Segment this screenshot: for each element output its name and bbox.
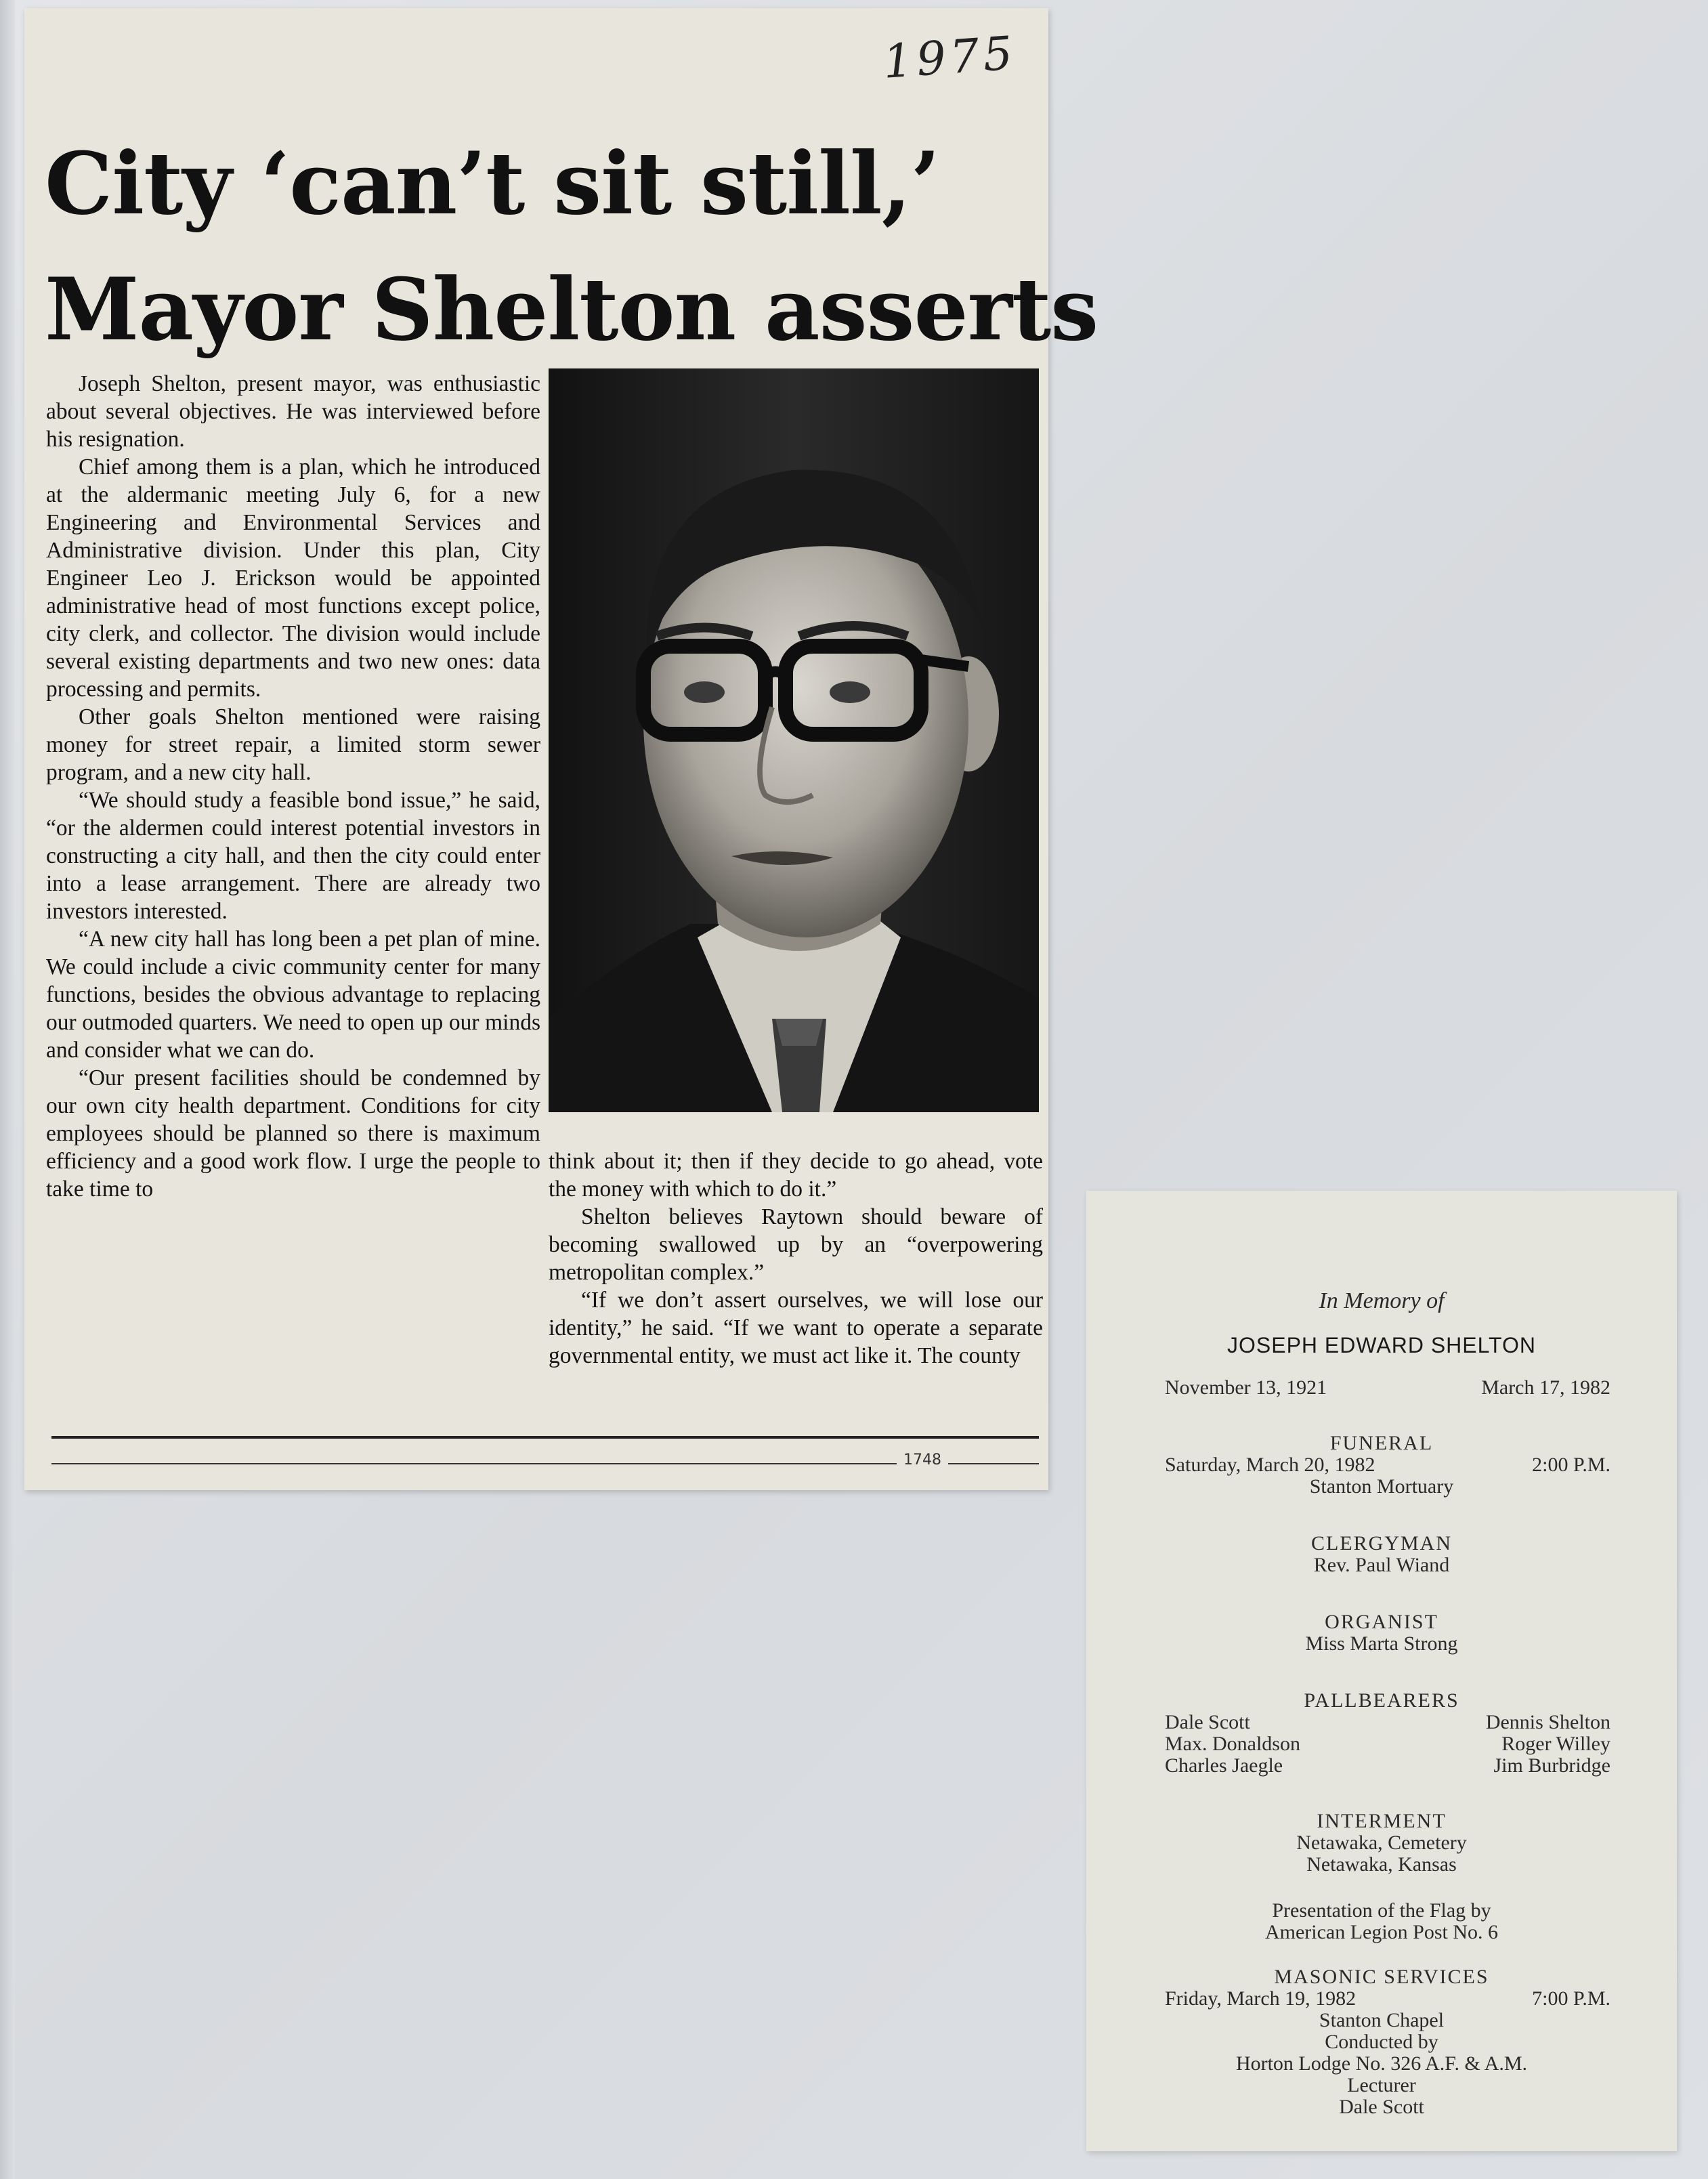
birth-date: November 13, 1921	[1165, 1376, 1327, 1399]
article-paragraph: Chief among them is a plan, which he introduced at the aldermanic meeting July 6, for a new Engineering and Environmental Services and Administrative division. Under this plan, City Engineer Leo J. Erickson would be appointed administrative head of most functions except police, city clerk, and collector. The division would include several existing departments and two new ones: data processing and permits.	[46, 454, 540, 702]
article-paragraph: Other goals Shelton mentioned were raising money for street repair, a limited storm sewer program, and a new city hall.	[46, 704, 540, 785]
pallbearer: Jim Burbridge	[1493, 1754, 1610, 1777]
masonic-conducted-by: Conducted by	[1325, 2031, 1438, 2053]
article-paragraph: “We should study a feasible bond issue,” he said, “or the aldermen could interest potential investors in constructing a city hall, and then the city could enter into a lease arrangement. There are already two investors interested.	[46, 788, 540, 924]
deceased-name: JOSEPH EDWARD SHELTON	[1226, 1333, 1537, 1357]
masonic-date: Friday, March 19, 1982	[1165, 1987, 1357, 2010]
pallbearer: Roger Willey	[1501, 1733, 1610, 1755]
interment-location: Netawaka, Kansas	[1306, 1853, 1457, 1876]
pallbearers-heading: PALLBEARERS	[1304, 1689, 1459, 1712]
death-date: March 17, 1982	[1481, 1376, 1610, 1399]
article-paragraph: “If we don’t assert ourselves, we will lose our identity,” he said. “If we want to operate a separate governmental entity, we must act like it. The county	[549, 1288, 1043, 1368]
clergyman-name: Rev. Paul Wiand	[1313, 1554, 1450, 1576]
article-right-column	[549, 1147, 1043, 1370]
article-paragraph: “A new city hall has long been a pet plan of mine. We could include a civic community center for many functions, besides the obvious advantage to replacing our outmoded quarters. We need to open up our minds and consider what we can do.	[46, 927, 540, 1063]
life-dates	[1165, 1376, 1610, 1399]
article-paragraph: Shelton believes Raytown should beware of becoming swallowed up by an “overpowering metropolitan complex.”	[549, 1204, 1043, 1285]
headline-line-2: Mayor Shelton asserts	[45, 259, 1098, 360]
in-memory-of: In Memory of	[1319, 1288, 1445, 1313]
column-rule	[51, 1436, 1039, 1439]
funeral-date: Saturday, March 20, 1982	[1165, 1454, 1375, 1476]
pallbearers-row	[1165, 1711, 1610, 1733]
page-edge	[0, 0, 15, 2179]
pallbearer: Dale Scott	[1165, 1711, 1250, 1733]
pallbearers-row	[1165, 1754, 1610, 1777]
newspaper-clipping	[24, 8, 1098, 1490]
flag-presentation: Presentation of the Flag by	[1272, 1899, 1491, 1922]
interment-cemetery: Netawaka, Cemetery	[1296, 1832, 1467, 1854]
funeral-time: 2:00 P.M.	[1532, 1454, 1610, 1476]
funeral-heading: FUNERAL	[1329, 1432, 1434, 1454]
handwritten-year: 1975	[881, 26, 1019, 89]
clergyman-heading: CLERGYMAN	[1310, 1532, 1452, 1554]
funeral-datetime	[1165, 1454, 1610, 1476]
lecturer-name: Dale Scott	[1339, 2096, 1424, 2118]
masonic-datetime	[1165, 1987, 1610, 2010]
article-paragraph: think about it; then if they decide to go ahead, vote the money with which to do it.”	[549, 1149, 1043, 1202]
portrait-illustration	[549, 368, 1039, 1112]
organist-name: Miss Marta Strong	[1305, 1632, 1458, 1655]
article-paragraph: “Our present facilities should be condemned by our own city health department. Conditions for city employees should be planned so there is maximum efficiency and a good work flow. I urge the people to take time to	[46, 1065, 540, 1202]
pallbearer: Dennis Shelton	[1485, 1711, 1610, 1733]
funeral-place: Stanton Mortuary	[1309, 1475, 1454, 1498]
article-paragraph: Joseph Shelton, present mayor, was enthusiastic about several objectives. He was interviewed before his resignation.	[46, 371, 540, 452]
masonic-time: 7:00 P.M.	[1532, 1987, 1610, 2010]
pallbearers-row	[1165, 1733, 1610, 1755]
headline-line-1: City ‘can’t sit still,’	[45, 133, 940, 234]
headline	[45, 121, 1098, 373]
page-number: 1748	[897, 1452, 948, 1468]
masonic-place: Stanton Chapel	[1319, 2009, 1445, 2031]
flag-presenter: American Legion Post No. 6	[1264, 1921, 1499, 1943]
masonic-heading: MASONIC SERVICES	[1274, 1966, 1489, 1988]
lecturer-heading: Lecturer	[1347, 2074, 1416, 2096]
pallbearer: Max. Donaldson	[1165, 1733, 1300, 1755]
pallbearer: Charles Jaegle	[1165, 1754, 1283, 1777]
organist-heading: ORGANIST	[1325, 1611, 1438, 1633]
memorial-card	[1086, 1191, 1677, 2151]
interment-heading: INTERMENT	[1317, 1810, 1447, 1832]
mayor-portrait-photo	[549, 368, 1039, 1112]
bottom-rule	[51, 1463, 1039, 1464]
masonic-lodge: Horton Lodge No. 326 A.F. & A.M.	[1235, 2052, 1528, 2075]
article-left-column	[46, 370, 540, 1203]
